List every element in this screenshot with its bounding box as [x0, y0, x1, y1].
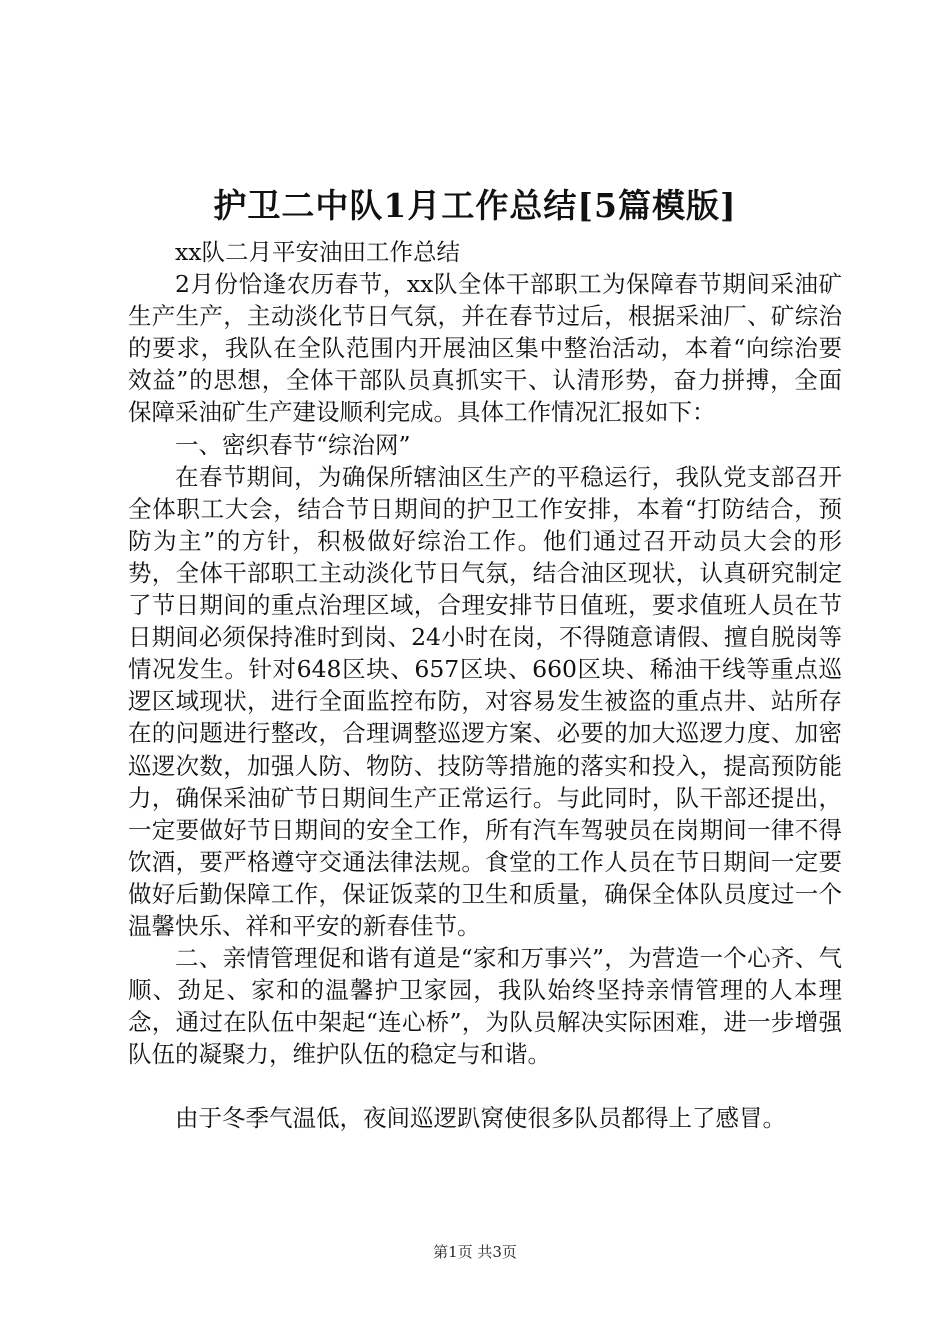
section-heading-subtitle: xx队二月平安油田工作总结: [175, 238, 461, 266]
page-footer: 第1页 共3页: [433, 1243, 517, 1261]
paragraph-section-2: 二、亲情管理促和谐有道是“家和万事兴”，为营造一个心齐、气顺、劲足、家和的温馨护卫家园，我队始终坚持亲情管理的人本理念，通过在队伍中架起“连心桥”，为队员解决实际困难，进一步增强队伍的凝聚力，维护队伍的稳定与和谐。: [128, 944, 842, 1069]
section-heading-1: 一、密织春节“综治网”: [175, 430, 411, 459]
paragraph-last: 由于冬季气温低，夜间巡逻趴窝使很多队员都得上了感冒。: [175, 1104, 786, 1133]
paragraph-intro: 2月份恰逢农历春节，xx队全体干部职工为保障春节期间采油矿生产生产，主动淡化节日气氛，并在春节过后，根据采油厂、矿综治的要求，我队在全队范围内开展油区集中整治活动，本着“向综治要效益”的思想，全体干部队员真抓实干、认清形势，奋力拼搏，全面保障采油矿生产建设顺利完成。具体工作情况汇报如下：: [128, 270, 842, 427]
document-body: [128, 236, 842, 1135]
document-title: 护卫二中队1月工作总结[5篇模版]: [213, 186, 737, 225]
paragraph-section-1: 在春节期间，为确保所辖油区生产的平稳运行，我队党支部召开全体职工大会，结合节日期间的护卫工作安排，本着“打防结合，预防为主”的方针，积极做好综治工作。他们通过召开动员大会的形势，全体干部职工主动淡化节日气氛，结合油区现状，认真研究制定了节日期间的重点治理区域，合理安排节日值班，要求值班人员在节日期间必须保持准时到岗、24小时在岗，不得随意请假、擅自脱岗等情况发生。针对648区块、657区块、660区块、稀油干线等重点巡逻区域现状，进行全面监控布防，对容易发生被盗的重点井、站所存在的问题进行整改，合理调整巡逻方案、必要的加大巡逻力度、加密巡逻次数，加强人防、物防、技防等措施的落实和投入，提高预防能力，确保采油矿节日期间生产正常运行。与此同时，队干部还提出，一定要做好节日期间的安全工作，所有汽车驾驶员在岗期间一律不得饮酒，要严格遵守交通法律法规。食堂的工作人员在节日期间一定要做好后勤保障工作，保证饭菜的卫生和质量，确保全体队员度过一个温馨快乐、祥和平安的新春佳节。: [128, 462, 842, 940]
